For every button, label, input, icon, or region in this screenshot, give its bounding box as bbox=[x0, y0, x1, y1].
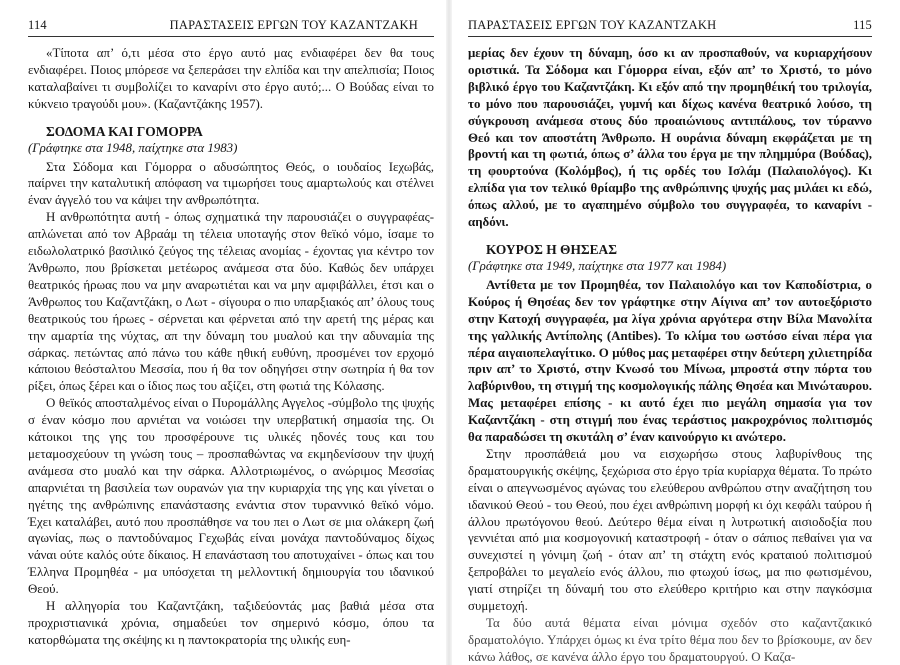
section-title-sodoma: ΣΟΔΟΜΑ ΚΑΙ ΓΟΜΟΡΡΑ bbox=[46, 123, 203, 139]
running-head-right bbox=[468, 18, 872, 37]
running-head-title-left: ΠΑΡΑΣΤΑΣΕΙΣ ΕΡΓΩΝ ΤΟΥ ΚΑΖΑΝΤΖΑΚΗ bbox=[169, 18, 418, 32]
left-page-body bbox=[28, 45, 434, 649]
page-number-right: 115 bbox=[853, 18, 872, 32]
running-head-left bbox=[28, 18, 434, 37]
paragraph: Η ανθρωπότητα αυτή - όπως σχηματικά την παρουσιάζει ο συγγραφέας- απλώνεται από τον Αβραάμ τη τέλεια υποταγής στον θεϊκό νόμο, ίσαμε το ειδωλολατρικό βασιλικό ζεύγος της τέλειας ανομίας - έχοντας για κέντρο τον Άνθρωπο, που βρίσκεται μετέωρος ανάμεσα στα δύο. Καθώς δεν υπάρχει θεατρικός ήρωας που να μην αναρωτιέται και να μην αμφιβάλλει, έτσι και ο Άνθρωπος του Καζαντζάκη, ο Λωτ - σίγουρα ο πιο υπαρξιακός απ’ όλους τους θεατρικούς του ήρωες - σέρνεται και φέρνεται από την αρετή της μέρας και την αμαρτία της νύχτας, απ την δύναμη του μυαλού και την αδυναμία της σάρκας. πετώντας από πάνω του κάθε ηθική ευθύνη, προσμένει τον ερχομό κάποιου θεόσταλτου Μεσσία, που ή θα τον οδηγήσει στην σωτηρία ή θα τον ρίξει, όπως ξέρει και ο ίδιος πως του αξίζει, στη φωτιά της Κόλασης. bbox=[28, 210, 434, 394]
paragraph: Στην προσπάθειά μου να εισχωρήσω στους λαβυρίνθους της δραματουργικής σκέψης, ξεχώρισα στο έργο τρία κυρίαρχα θέματα. Το πρώτο είναι ο απεγνωσμένος αγώνας του ελεύθερου ανθρώπου στην αναζήτηση του ιδανικού Θεού - του Θεού, που έχει ανθρώπινη μορφή κι όχι κεφάλι ταύρου ή άλλου πρωτόγονου θεού. Δεύτερο θέμα είναι η λυτρωτική αισιοδοξία που γεννιέται από μια κοσμογονική καταστροφή - όταν ο σάπιος πεθαίνει για να συνεχιστεί η γόνιμη ζωή - όταν απ’ τη στάχτη ενός κραταιού πολιτισμού ξεπροβάλει το μεγαλείο ενός άλλου, πιο φτωχού ίσως, μα πιο φωτισμένου, γιατί στηρίζει τη δύναμή του στο ελεύθερο κριτήριο και στην παγκόσμια συμμετοχή. bbox=[468, 446, 872, 614]
paragraph: Η αλληγορία του Καζαντζάκη, ταξιδεύοντάς μας βαθιά μέσα στα προχριστιανικά χρόνια, σημαδεύει τον σημερινό κόσμο, όπου τα κατορθώματα της σκέψης κι η παντοκρατορία της υλικής ευη- bbox=[28, 599, 434, 647]
quote-paragraph: «Τίποτα απ’ ό,τι μέσα στο έργο αυτό μας ενδιαφέρει δεν θα τους ενδιαφέρει. Ποιος μπόρεσε να ξεπεράσει την ελπίδα και την απελπισία; Ποιος καταλαβαίνει τι συμβολίζει το καναρίνι στο έργο αυτό;... Ο Βούδας είναι το κύκνειο τραγούδι μου». (Καζαντζάκης 1957). bbox=[28, 46, 434, 111]
paragraph: Τα δύο αυτά θέματα είναι μόνιμα σχεδόν στο καζαντζακικό δραματολόγιο. Υπάρχει όμως κι ένα τρίτο θέμα που δεν το βρίσκουμε, αν δεν κάνω λάθος, σε κανένα άλλο έργο του δραματουργού. Ο Καζα- bbox=[468, 616, 872, 664]
right-page bbox=[450, 0, 900, 665]
paragraph: Στα Σόδομα και Γόμορρα ο αδυσώπητος Θεός, ο ιουδαίος Ιεχωβάς, παίρνει την καταλυτική απόφαση να τιμωρήσει τους αμαρτωλούς και στέλνει έναν άγγελό του να κάψει την ανθρωπότητα. bbox=[28, 159, 434, 208]
section-subtitle-sodoma: (Γράφτηκε στα 1948, παίχτηκε στα 1983) bbox=[28, 140, 238, 155]
paragraph: Ο θεϊκός αποσταλμένος είναι ο Πυρομάλλης Αγγελος -σύμβολο της ψυχής σ έναν κόσμο που αρνιέται να νοιώσει την υπερβατική σημασία της. Οι κάτοικοι της γης του προσφέρουνε τις υλικές ηδονές τους και του μεταμοσχεύουν τη γνώση τους – προσπαθώντας να εκμηδενίσουν την ψυχή ανάμεσα στο μυαλό και την σάρκα. Αλλοτριωμένος, ο ανώριμος Μεσσίας απαρνιέται τη βασιλεία των ουρανών για την κυριαρχία της γης και γίνεται ο ηγέτης της ανθρώπινης επανάστασης ενάντια στον τυραννικό θεϊκό νόμο. Έχει καταλάβει, αυτό που προσπάθησε να του πει ο Λωτ σε μια ολάκερη ζωή αγωνίας, πως ο παντοδύναμος Γεχωβάς είναι μονάχα παντοδύναμος δίχως νάναι ούτε καλός ούτε δίκαιος. Η επανάσταση του αποτυχαίνει - όπως και του Έλληνα Προμηθέα - μα υπόσχεται τη μελλοντική δημιουργία του ιδανικού Θεού. bbox=[28, 396, 434, 597]
section-title-kouros: ΚΟΥΡΟΣ Η ΘΗΣΕΑΣ bbox=[486, 241, 617, 257]
running-head-title-right: ΠΑΡΑΣΤΑΣΕΙΣ ΕΡΓΩΝ ΤΟΥ ΚΑΖΑΝΤΖΑΚΗ bbox=[468, 18, 717, 32]
left-page bbox=[0, 0, 448, 665]
paragraph: Αντίθετα με τον Προμηθέα, τον Παλαιολόγο και τον Καποδίστρια, ο Κούρος ή Θησέας δεν τον γράφτηκε στην Αίγινα απ’ τον αυτοεξόριστο στην Κατοχή συγγραφέα, μα λίγα χρόνια αργότερα στην Βίλα Μανολίτα της γαλλικής Αντίπολης (Antibes). Το κλίμα του ωστόσο είναι πέρα για πέρα αιγαιοπελαγίτικο. Ο μύθος μας μεταφέρει στην δεύτερη χιλιετηρίδα πριν απ’ το Χριστό, στην Κνωσό του Μίνωα, μπροστά στην πόρτα του λαβύρινθου, τη στιγμή της κοσμολογικής πάλης Θησέα και Μινώταυρου. Μας μεταφέρει επίσης - κι αυτό έχει πιο μεγάλη σημασία για τον Καζαντζάκη - στη στιγμή που ένας τεράστιος μακροχρόνιος πολιτισμός θα παραδώσει τη σκυτάλη σ’ έναν καινούργιο κι ανώτερο. bbox=[468, 277, 872, 445]
section-subtitle-kouros: (Γράφτηκε στα 1949, παίχτηκε στα 1977 και 1984) bbox=[468, 258, 727, 273]
continuation-paragraph: μερίας δεν έχουν τη δύναμη, όσο κι αν προσπαθούν, να κυριαρχήσουν οριστικά. Τα Σόδομα και Γόμορρα είναι, εξόν απ’ το Χριστό, το μόνο βιβλικό έργο του Καζαντζάκη. Κι εξόν από την προμηθέική του τριλογία, το μόνο που παρουσιάζει, γυμνή και δίχως κανένα θεατρικό λούσο, τη σύγκρουση ανάμεσα στους δύο προαιώνιους αντιπάλους, τον τύραννο Θεό και τον αποστάτη Άνθρωπο. Η ουράνια δύναμη εκφράζεται με τη βροντή και τη φωτιά, όπως σ’ άλλα του έργα με την πλημμύρα (Βούδας), τη φουρτούνα (Κολόμβος), ή τις ορδές του Ισλάμ (Παλαιολόγος). Κι ελπίδα για τον τελικό θρίαμβο της ανθρώπινης ψυχής μας μιλάει κι εδώ, όπως αλλού, με το αγαπημένο σύμβολο του συγγραφέα, το καναρίνι - αηδόνι. bbox=[468, 46, 872, 230]
right-page-body bbox=[468, 45, 872, 665]
page-number-left: 114 bbox=[28, 18, 47, 32]
